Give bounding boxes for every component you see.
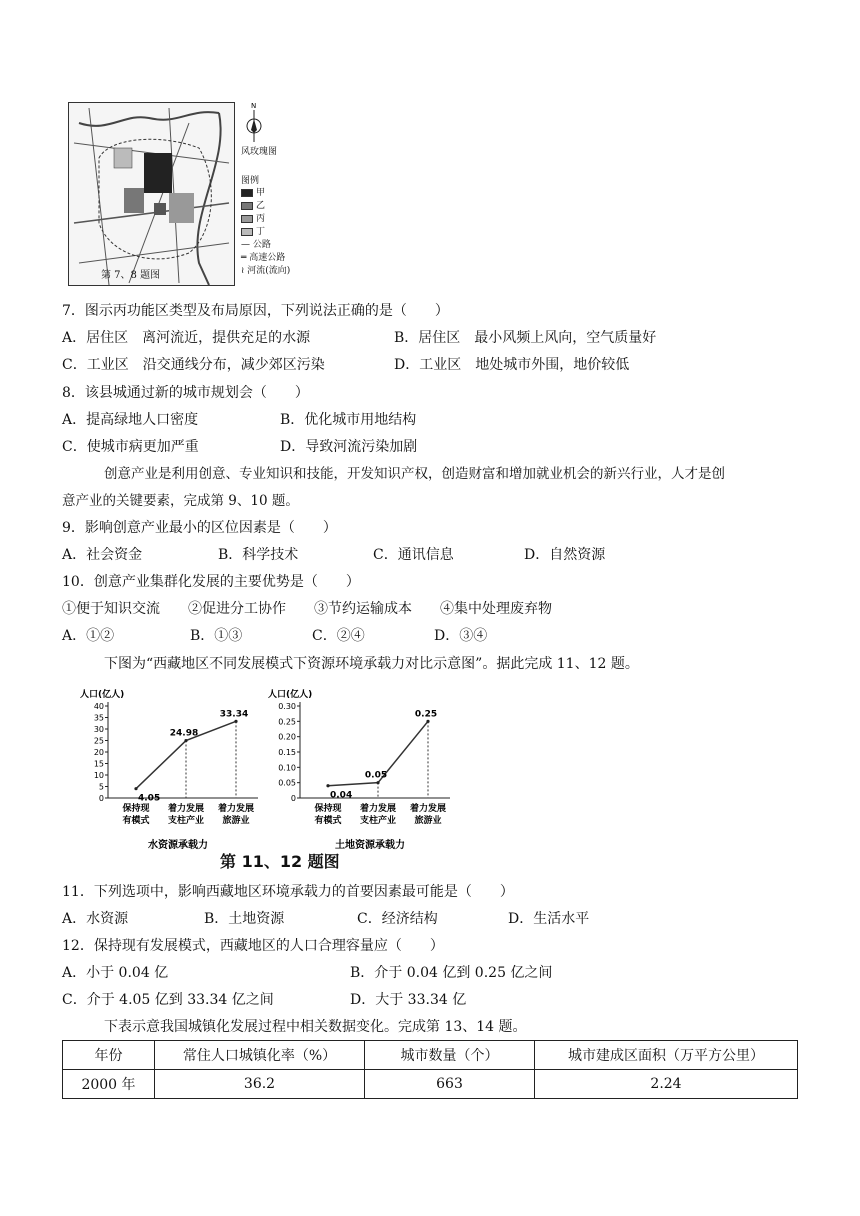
- wind-rose-label: 风玫瑰图: [241, 147, 278, 157]
- land-chart-category-label: 着力发展: [409, 804, 447, 814]
- q9-option-a: A．社会资金: [62, 547, 143, 563]
- q11-option-a: A．水资源: [62, 911, 129, 927]
- water-chart-category-label: 着力发展: [167, 804, 205, 814]
- water-chart-ytick-label: 35: [93, 713, 104, 723]
- land-chart-point: [326, 784, 329, 787]
- water-chart-ytick-label: 25: [93, 736, 104, 746]
- land-chart-category-label: 有模式: [314, 816, 342, 826]
- table-header: 城市建成区面积（万平方公里）: [535, 1041, 798, 1070]
- table-cell: 663: [365, 1070, 535, 1099]
- land-chart-title: 土地资源承载力: [335, 840, 405, 851]
- water-capacity-chart: [80, 688, 270, 853]
- q8-stem: 8．该县城通过新的城市规划会（ ）: [62, 385, 309, 401]
- q12-stem: 12．保持现有发展模式，西藏地区的人口合理容量应（ ）: [62, 938, 444, 954]
- q10-option-c: C．②④: [312, 628, 365, 644]
- q7-option-a: A．居住区 离河流近，提供充足的水源: [62, 330, 311, 346]
- land-chart-data-label: 0.04: [330, 790, 353, 801]
- q7-option-b: B．居住区 最小风频上风向，空气质量好: [394, 330, 657, 346]
- land-chart-data-label: 0.05: [364, 770, 388, 781]
- water-chart-point: [234, 720, 237, 723]
- land-capacity-chart: [268, 688, 468, 853]
- table-row: [63, 1070, 798, 1099]
- q12-option-d: D．大于 33.34 亿: [350, 992, 467, 1008]
- water-chart-ytick-label: 5: [98, 782, 104, 792]
- q8-option-b: B．优化城市用地结构: [280, 412, 417, 428]
- table-header: 常住人口城镇化率（%）: [155, 1041, 365, 1070]
- water-chart-data-label: 33.34: [219, 709, 249, 720]
- q10-items: ①便于知识交流 ②促进分工协作 ③节约运输成本 ④集中处理废弃物: [62, 601, 552, 617]
- land-chart-ytick-label: 0.20: [278, 732, 296, 742]
- table-header: 城市数量（个）: [365, 1041, 535, 1070]
- land-chart-category-label: 保持现: [314, 804, 342, 814]
- q10-stem: 10．创意产业集群化发展的主要优势是（ ）: [62, 574, 360, 590]
- q10-option-b: B．①③: [190, 628, 243, 644]
- water-chart-data-label: 24.98: [169, 728, 199, 739]
- legend-item-jia: 甲: [241, 188, 265, 199]
- water-chart-category-label: 保持现: [122, 804, 150, 814]
- land-chart-ylabel: 人口(亿人): [268, 690, 313, 700]
- passage-urbanization-intro: 下表示意我国城镇化发展过程中相关数据变化。完成第 13、14 题。: [104, 1019, 527, 1035]
- land-chart-category-label: 旅游业: [414, 816, 442, 826]
- q9-option-b: B．科学技术: [218, 547, 299, 563]
- city-map: [68, 102, 235, 286]
- q7-option-c: C．工业区 沿交通线分布，减少郊区污染: [62, 357, 325, 373]
- q8-option-d: D．导致河流污染加剧: [280, 439, 418, 455]
- city-map-drawing: [69, 103, 234, 285]
- water-chart-category-label: 有模式: [122, 816, 150, 826]
- map-caption: 第 7、8 题图: [101, 270, 161, 281]
- water-chart-category-label: 支柱产业: [167, 816, 205, 826]
- legend-item-river: ≀ 河流(流向): [241, 266, 291, 276]
- q9-option-c: C．通讯信息: [373, 547, 454, 563]
- land-chart-ytick-label: 0.30: [278, 702, 296, 711]
- water-chart-category-label: 着力发展: [217, 804, 255, 814]
- q11-option-d: D．生活水平: [508, 911, 590, 927]
- water-chart-ylabel: 人口(亿人): [80, 690, 125, 700]
- q10-option-a: A．①②: [62, 628, 115, 644]
- legend-title: 图例: [241, 176, 260, 186]
- land-chart-point: [376, 781, 379, 784]
- water-chart-ytick-label: 10: [93, 771, 104, 780]
- water-chart-point: [134, 787, 137, 790]
- water-chart-ytick-label: 20: [93, 748, 104, 757]
- passage-creative-industry-line2: 意产业的关键要素，完成第 9、10 题。: [62, 493, 299, 509]
- passage-creative-industry-line1: 创意产业是利用创意、专业知识和技能，开发知识产权，创造财富和增加就业机会的新兴行业，人才是创: [104, 466, 725, 482]
- land-chart-ytick-label: 0: [290, 794, 296, 803]
- chart-caption: 第 11、12 题图: [220, 852, 340, 871]
- q7-stem: 7．图示丙功能区类型及布局原因，下列说法正确的是（ ）: [62, 303, 449, 319]
- land-chart-category-label: 支柱产业: [359, 816, 397, 826]
- q11-stem: 11．下列选项中，影响西藏地区环境承载力的首要因素最可能是（ ）: [62, 884, 514, 900]
- water-chart-ytick-label: 15: [93, 759, 104, 769]
- table-cell: 2000 年: [63, 1070, 155, 1099]
- urbanization-table: [62, 1040, 798, 1099]
- passage-tibet-intro: 下图为“西藏地区不同发展模式下资源环境承载力对比示意图”。据此完成 11、12 题。: [104, 656, 639, 672]
- land-chart-ytick-label: 0.05: [278, 778, 296, 788]
- q8-option-c: C．使城市病更加严重: [62, 439, 199, 455]
- table-cell: 36.2: [155, 1070, 365, 1099]
- land-chart-point: [426, 720, 429, 723]
- land-chart-ytick-label: 0.25: [278, 717, 296, 727]
- land-chart-data-label: 0.25: [414, 709, 438, 720]
- water-chart-ytick-label: 0: [98, 794, 104, 803]
- q9-stem: 9．影响创意产业最小的区位因素是（ ）: [62, 520, 337, 536]
- land-chart-ytick-label: 0.10: [278, 763, 296, 773]
- svg-text:N: N: [251, 102, 257, 110]
- q9-option-d: D．自然资源: [524, 547, 606, 563]
- water-chart-ytick-label: 40: [93, 702, 104, 711]
- land-chart-category-label: 着力发展: [359, 804, 397, 814]
- q11-option-b: B．土地资源: [204, 911, 285, 927]
- legend-item-ding: 丁: [241, 227, 265, 238]
- water-chart-category-label: 旅游业: [222, 816, 250, 826]
- legend-item-bing: 丙: [241, 214, 265, 225]
- q7-option-d: D．工业区 地处城市外围，地价较低: [394, 357, 630, 373]
- legend-item-yi: 乙: [241, 201, 265, 212]
- q8-option-a: A．提高绿地人口密度: [62, 412, 199, 428]
- water-chart-point: [184, 739, 187, 742]
- table-header: 年份: [63, 1041, 155, 1070]
- land-chart-ytick-label: 0.15: [278, 748, 296, 757]
- q12-option-c: C．介于 4.05 亿到 33.34 亿之间: [62, 992, 274, 1008]
- water-chart-title: 水资源承载力: [148, 840, 208, 851]
- q11-option-c: C．经济结构: [357, 911, 438, 927]
- q12-option-a: A．小于 0.04 亿: [62, 965, 169, 981]
- table-header-row: [63, 1041, 798, 1070]
- water-chart-ytick-label: 30: [93, 725, 104, 734]
- legend-item-road: — 公路: [241, 240, 271, 250]
- table-cell: 2.24: [535, 1070, 798, 1099]
- q10-option-d: D．③④: [434, 628, 488, 644]
- q12-option-b: B．介于 0.04 亿到 0.25 亿之间: [350, 965, 553, 981]
- legend-item-highway: ═ 高速公路: [241, 253, 286, 263]
- water-chart-data-label: 4.05: [138, 793, 161, 804]
